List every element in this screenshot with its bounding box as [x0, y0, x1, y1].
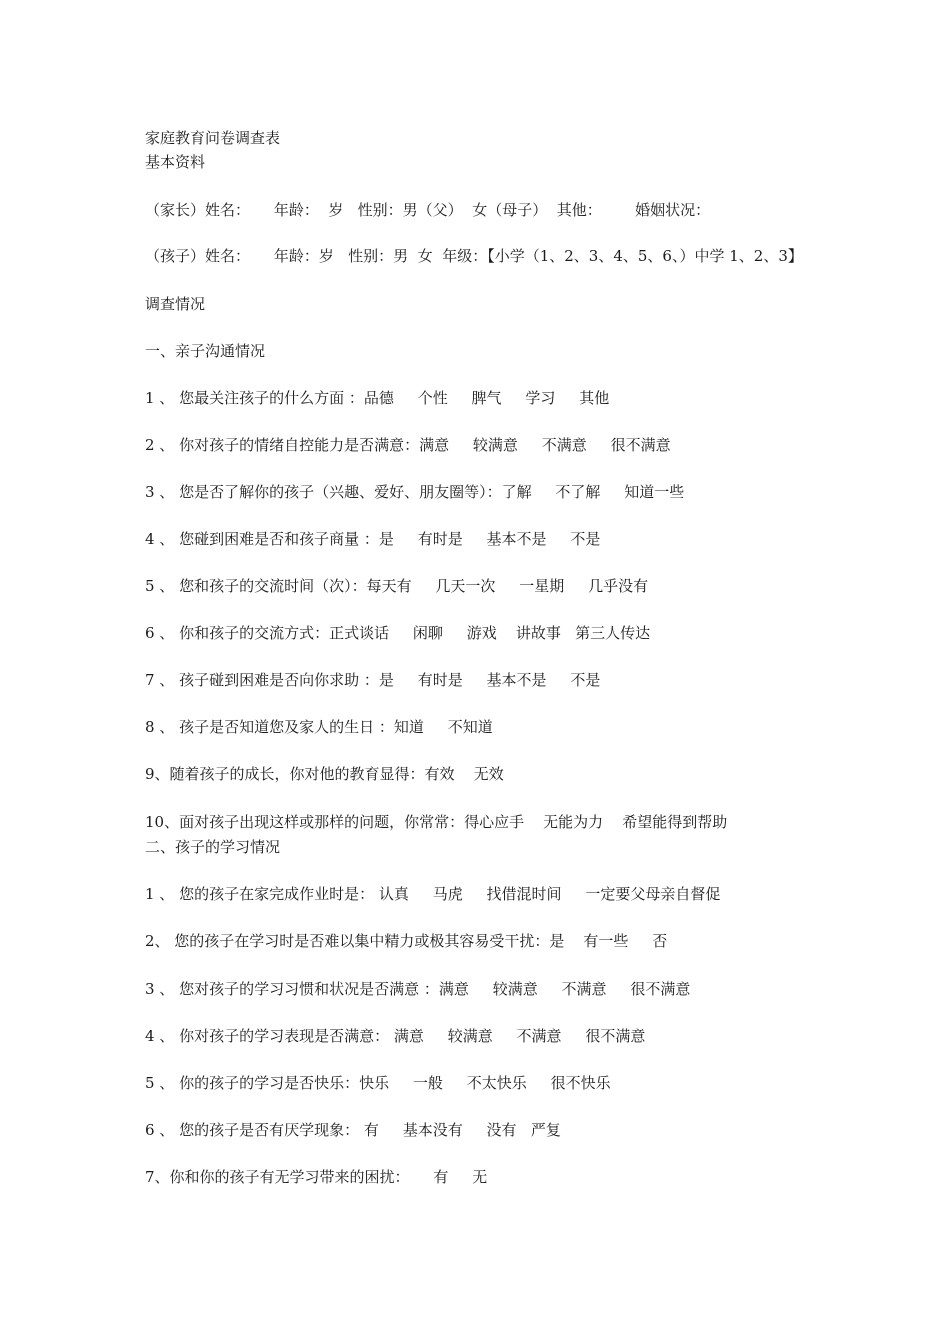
- question-item: 3 、 您是否了解你的孩子（兴趣、爱好、朋友圈等）：了解 不了解 知道一些: [145, 483, 685, 501]
- question-item: 5 、 你的孩子的学习是否快乐：快乐 一般 不太快乐 很不快乐: [145, 1074, 611, 1092]
- question-item: 7 、 孩子碰到困难是否向你求助 ：是 有时是 基本不是 不是: [145, 671, 601, 689]
- section-heading-communication: 一、亲子沟通情况: [145, 342, 266, 360]
- question-item: 6 、 你和孩子的交流方式：正式谈话 闲聊 游戏 讲故事 第三人传达: [145, 624, 651, 642]
- question-item: 10、面对孩子出现这样或那样的问题，你常常：得心应手 无能为力 希望能得到帮助: [145, 813, 728, 831]
- question-item: 1 、 您的孩子在家完成作业时是： 认真 马虎 找借混时间 一定要父母亲自督促: [145, 885, 721, 903]
- question-item: 6 、 您的孩子是否有厌学现象： 有 基本没有 没有 严复: [145, 1121, 561, 1139]
- section-heading-learning: 二、孩子的学习情况: [145, 838, 281, 856]
- question-item: 3 、 您对孩子的学习习惯和状况是否满意 ：满意 较满意 不满意 很不满意: [145, 980, 691, 998]
- survey-heading: 调查情况: [145, 295, 206, 313]
- child-info-line: （孩子）姓名： 年龄：岁 性别：男 女 年级：【小学（1、2、3、4、5、6、）中学 1、2、3】: [145, 247, 803, 265]
- question-item: 2 、 你对孩子的情绪自控能力是否满意：满意 较满意 不满意 很不满意: [145, 436, 671, 454]
- question-item: 2、 您的孩子在学习时是否难以集中精力或极其容易受干扰：是 有一些 否: [145, 932, 668, 950]
- basic-info-heading: 基本资料: [145, 153, 206, 171]
- question-item: 4 、 你对孩子的学习表现是否满意： 满意 较满意 不满意 很不满意: [145, 1027, 646, 1045]
- question-item: 1 、 您最关注孩子的什么方面 ：品德 个性 脾气 学习 其他: [145, 389, 610, 407]
- question-item: 7、你和你的孩子有无学习带来的困扰： 有 无: [145, 1168, 488, 1186]
- question-item: 5 、 您和孩子的交流时间（次）：每天有 几天一次 一星期 几乎没有: [145, 577, 649, 595]
- question-item: 8 、 孩子是否知道您及家人的生日 ：知道 不知道: [145, 718, 493, 736]
- question-item: 4 、 您碰到困难是否和孩子商量 ：是 有时是 基本不是 不是: [145, 530, 601, 548]
- question-item: 9、随着孩子的成长，你对他的教育显得：有效 无效: [145, 765, 504, 783]
- parent-info-line: （家长）姓名： 年龄： 岁 性别：男（父） 女（母子） 其他： 婚姻状况：: [145, 201, 711, 219]
- document-title: 家庭教育问卷调查表: [145, 129, 281, 147]
